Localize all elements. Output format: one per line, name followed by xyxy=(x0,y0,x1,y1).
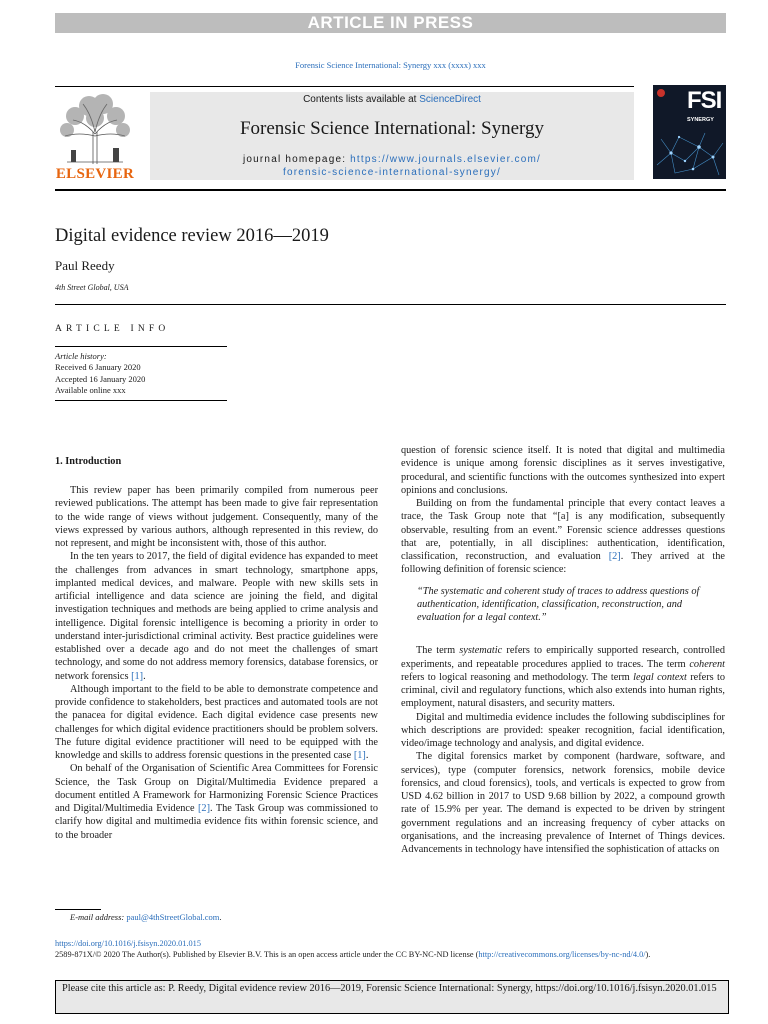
article-history xyxy=(55,351,225,396)
paragraph: Building on from the fundamental principle that every contact leaves a trace, the Task Group note that “[a] is any modification, subsequently observable, resulting from an event.” Forensic science addresses questions that are, potentially, in all disciplines: authentication, identification, classification, reconstruction, and evaluation [2]. They arrived at the following definition of forensic science: xyxy=(401,498,725,576)
article-info-heading: ARTICLE INFO xyxy=(55,324,170,334)
masthead-rule xyxy=(55,189,726,191)
article-info-rule-bottom xyxy=(55,400,227,401)
article-title: Digital evidence review 2016—2019 xyxy=(55,226,329,246)
section-heading-introduction: 1. Introduction xyxy=(55,456,122,467)
author-name: Paul Reedy xyxy=(55,258,115,273)
online-date: Available online xxx xyxy=(55,384,126,395)
journal-masthead xyxy=(150,92,634,180)
paragraph: This review paper has been primarily compiled from numerous peer reviewed publications. The attempt has been made to give fair representation to the wide range of views without judgement. Consequently, many of the views expressed by various authors, although represented in this review, do not represent, and might be inconsistent with, those of this author. xyxy=(55,485,378,549)
journal-cover-image[interactable] xyxy=(653,85,726,179)
title-rule xyxy=(55,304,726,305)
reference-link[interactable]: [1] xyxy=(353,750,366,761)
author-affiliation: 4th Street Global, USA xyxy=(55,283,129,292)
definition-quote: “The systematic and coherent study of traces to address questions of authentication, identification, classification, reconstruction, and evaluation for a legal context.” xyxy=(417,585,700,623)
paragraph: question of forensic science itself. It is noted that digital and multimedia evidence is unique among forensic disciplines as it serves investigative, procedural, and scientific functions with the outcomes synthesized into expert opinions and conclusions. xyxy=(401,445,725,496)
homepage-prefix: journal homepage: xyxy=(242,154,351,165)
cover-title: FSI xyxy=(687,87,722,114)
cover-subtitle: SYNERGY xyxy=(687,117,714,123)
paragraph: The digital forensics market by component (hardware, software, and services), type (computer forensics, network forensics, mobile device forensics, and cloud forensics), tools, and verticals is expected to grow from USD 4.62 billion in 2017 to USD 9.68 billion by 2022, a compound growth rate of 15.9% per year. The demand is expected to be driven by stringent government regulations and an increasing frequency of cyber attacks on organisations, and the increasing prevalence of Internet of Things devices. Advancements in technology have intensified the sophistication of attacks on xyxy=(401,751,725,855)
article-in-press-banner: ARTICLE IN PRESS xyxy=(55,13,726,33)
paragraph: The term systematic refers to empirically supported research, controlled experiments, and repeatable procedures applied to traces. The term coherent refers to logical reasoning and methodology. The term legal context refers to criminal, civil and regulatory functions, which also extends into human rights, employment, natural disasters, and security matters. xyxy=(401,645,725,710)
article-info-rule-top xyxy=(55,346,227,347)
contents-line xyxy=(150,94,634,105)
contents-prefix: Contents lists available at xyxy=(303,94,420,105)
accepted-date: Accepted 16 January 2020 xyxy=(55,373,146,384)
journal-homepage xyxy=(150,153,634,179)
sciencedirect-link[interactable]: ScienceDirect xyxy=(419,94,481,105)
received-date: Received 6 January 2020 xyxy=(55,362,141,373)
header-rule xyxy=(55,86,634,87)
paragraph: Although important to the field to be able to demonstrate competence and provide confidence to stakeholders, best practices and automated tools are not the panacea for digital evidence. Each digital evidence case presents new challenges for which digital evidence practitioners should be problem solvers. The future digital evidence practitioner will need to be equipped with the knowledge and skills to address forensic questions in the presented case [1]. xyxy=(55,683,378,761)
cover-badge-icon xyxy=(657,89,665,97)
footnote-email: E-mail address: paul@4thStreetGlobal.com. xyxy=(70,912,222,922)
history-label: Article history: xyxy=(55,351,107,361)
homepage-url-line2[interactable]: forensic-science-international-synergy/ xyxy=(283,167,501,178)
cover-network-graphic xyxy=(653,125,726,179)
reference-link[interactable]: [2] xyxy=(198,803,211,814)
journal-title: Forensic Science International: Synergy xyxy=(239,118,545,139)
footnote-rule xyxy=(55,909,101,910)
doi-license-block: https://doi.org/10.1016/j.fsisyn.2020.01.015 2589-871X/© 2020 The Author(s). Published by Elsevier B.V. This is an open access article under the CC BY-NC-ND license (http://creativecommons.org/licenses/by-nc-nd/4.0/). xyxy=(55,939,651,959)
license-link[interactable]: http://creativecommons.org/licenses/by-nc-nd/4.0/ xyxy=(478,950,646,959)
paragraph: On behalf of the Organisation of Scientific Area Committees for Forensic Science, the Task Group on Digital/Multimedia Evidence prepared a document entitled A Framework for Harmonizing Forensic Science Practices and Digital/Multimedia Evidence [2]. The Task Group was commissioned to clarify how digital and multimedia evidence fits within forensic science, and to the broader xyxy=(55,763,378,841)
journal-citation-link[interactable]: Forensic Science International: Synergy xxx (xxxx) xxx xyxy=(295,60,486,70)
reference-link[interactable]: [1] xyxy=(131,670,144,682)
paragraph: Digital and multimedia evidence includes the following subdisciplines for which descriptions are provided: speaker recognition, facial identification, video/image technology and analysis, and digital evidence. xyxy=(401,711,725,749)
reference-link[interactable]: [2] xyxy=(608,551,621,562)
elsevier-wordmark: ELSEVIER xyxy=(55,166,135,182)
email-link[interactable]: paul@4thStreetGlobal.com xyxy=(126,912,220,922)
body-column-right xyxy=(401,444,725,856)
doi-link[interactable]: https://doi.org/10.1016/j.fsisyn.2020.01.015 xyxy=(55,939,201,948)
homepage-url-line1[interactable]: https://www.journals.elsevier.com/ xyxy=(350,154,542,165)
paragraph: In the ten years to 2017, the field of digital evidence has expanded to meet the challenges from advances in smart technology, smartphone apps, implanted medical devices, and malware. People with new skills sets in artificial intelligence and data science are joining the field, and digital investigation techniques and methods are being applied to crime analysis and intelligence. Digital forensic intelligence is becoming a priority in order to understand inter-jurisdictional criminal activity. Best practice guidelines were established over a decade ago and do not meet the challenges of smart technology, and some do not address memory forensics, database forensics, or network forensics [1]. xyxy=(55,551,378,682)
body-column-left xyxy=(55,484,378,842)
cite-this-article-box: Please cite this article as: P. Reedy, Digital evidence review 2016—2019, Forensic Science International: Synergy, https://doi.org/10.1016/j.fsisyn.2020.01.015 xyxy=(55,980,729,1014)
